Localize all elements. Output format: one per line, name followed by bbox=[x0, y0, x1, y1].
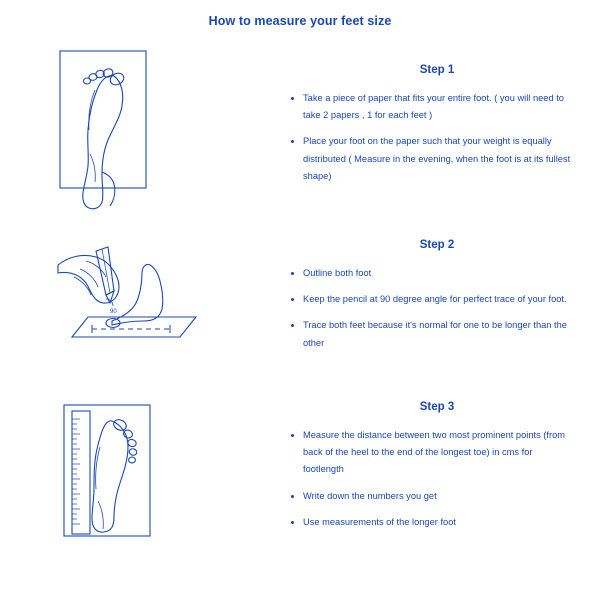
step-2-heading: Step 2 bbox=[419, 239, 455, 251]
step-1-copy bbox=[290, 46, 600, 194]
step-1-bullets bbox=[290, 90, 574, 185]
step-2-illustration bbox=[0, 239, 290, 379]
list-item: Take a piece of paper that fits your entire foot. ( you will need to take 2 papers , 1 for each feet ) bbox=[290, 90, 574, 124]
list-item: Use measurements of the longer foot bbox=[290, 514, 574, 531]
step-3-bullets bbox=[290, 427, 574, 531]
step-2-copy bbox=[290, 239, 600, 361]
foot-on-paper-icon bbox=[50, 46, 240, 221]
ruler-measuring-foot-icon bbox=[50, 401, 240, 551]
step-3-copy bbox=[290, 401, 600, 540]
list-item: Outline both foot bbox=[290, 265, 574, 282]
step-1-illustration bbox=[0, 46, 290, 221]
list-item: Place your foot on the paper such that your weight is equally distributed ( Measure in the evening, when the foot is at its fullest shape) bbox=[290, 133, 574, 185]
step-block-2 bbox=[0, 239, 600, 379]
page-title: How to measure your feet size bbox=[208, 14, 392, 28]
list-item: Measure the distance between two most prominent points (from back of the heel to the end of the longest toe) in cms for footlength bbox=[290, 427, 574, 479]
step-3-illustration bbox=[0, 401, 290, 551]
step-1-heading: Step 1 bbox=[419, 64, 455, 76]
step-3-heading: Step 3 bbox=[419, 401, 455, 413]
svg-text:90: 90 bbox=[110, 309, 117, 315]
list-item: Keep the pencil at 90 degree angle for perfect trace of your foot. bbox=[290, 291, 574, 308]
list-item: Trace both feet because it's normal for one to be longer than the other bbox=[290, 317, 574, 351]
tracing-foot-with-pencil-icon bbox=[50, 239, 240, 379]
list-item: Write down the numbers you get bbox=[290, 488, 574, 505]
step-block-3 bbox=[0, 401, 600, 551]
step-2-bullets bbox=[290, 265, 574, 352]
step-block-1 bbox=[0, 46, 600, 221]
